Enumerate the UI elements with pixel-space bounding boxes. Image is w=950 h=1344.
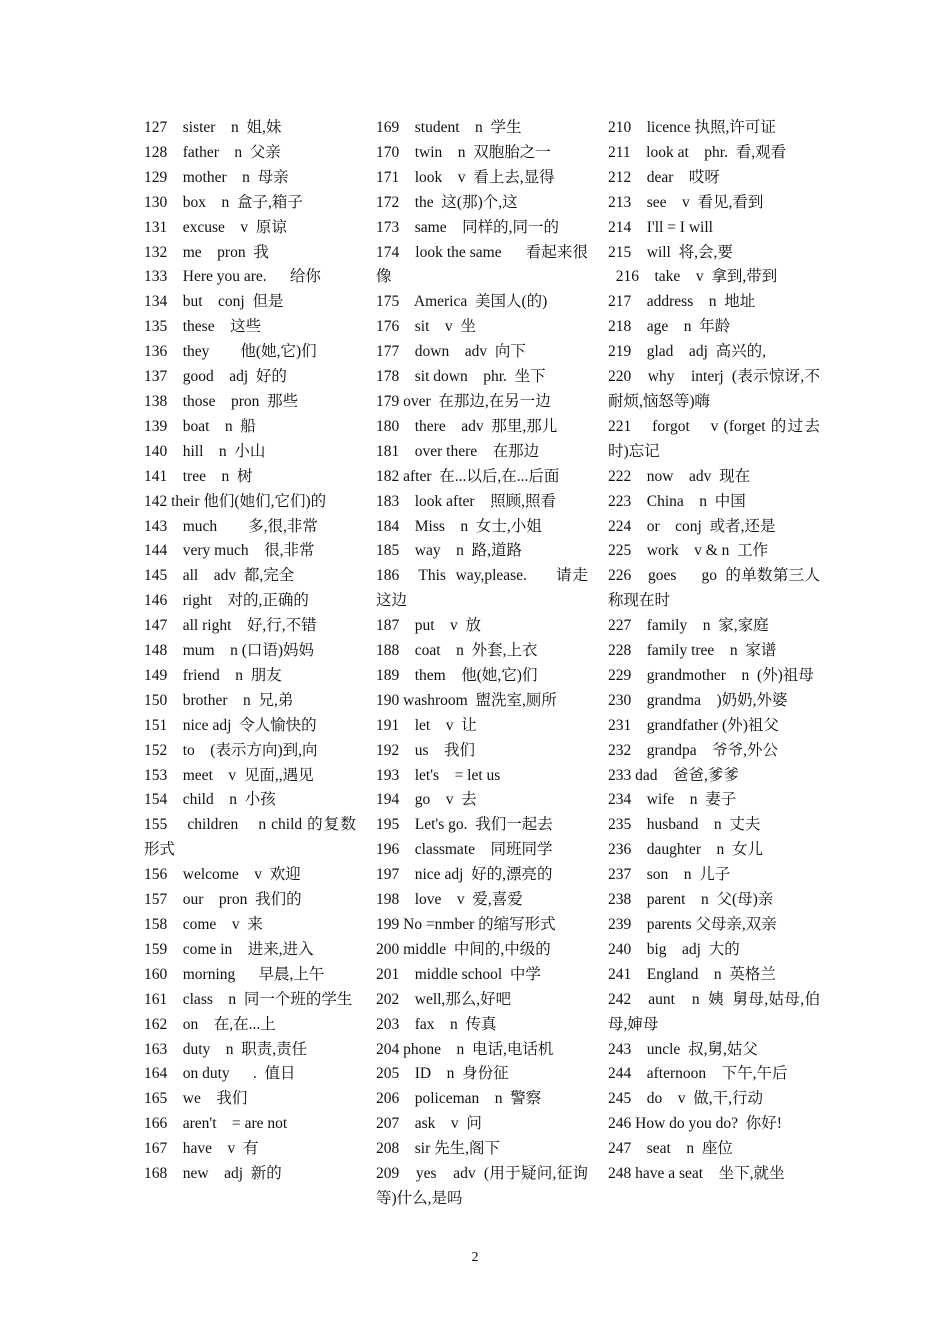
vocab-entry: 227 family n 家,家庭 [608, 617, 769, 635]
vocab-entry: 137 good adj 好的 [144, 368, 287, 386]
vocab-entry: 226 goes go 的单数第三人称现在时 [608, 567, 820, 610]
vocab-entry: 210 licence 执照,许可证 [608, 119, 776, 136]
vocab-column-1 [144, 116, 356, 1187]
vocab-entry: 230 grandma )奶奶,外婆 [608, 691, 788, 709]
vocab-entry: 240 big adj 大的 [608, 940, 740, 958]
vocab-entry: 217 address n 地址 [608, 293, 756, 311]
vocab-entry: 168 new adj 新的 [144, 1165, 282, 1183]
vocab-entry: 233 dad 爸爸,爹爹 [608, 766, 739, 784]
vocab-entry: 204 phone n 电话,电话机 [376, 1040, 554, 1058]
vocab-entry: 175 America 美国人(的) [376, 293, 548, 311]
vocab-entry: 239 parents 父母亲,双亲 [608, 916, 777, 933]
vocab-entry: 169 student n 学生 [376, 119, 522, 136]
vocab-entry: 143 much 多,很,非常 [144, 517, 318, 535]
vocab-entry: 218 age n 年龄 [608, 318, 731, 336]
vocab-entry: 244 afternoon 下午,午后 [608, 1065, 788, 1083]
vocab-entry: 160 morning 早晨,上午 [144, 965, 325, 983]
vocab-entry: 146 right 对的,正确的 [144, 592, 309, 610]
vocab-entry: 184 Miss n 女士,小姐 [376, 517, 542, 535]
vocab-entry: 236 daughter n 女儿 [608, 841, 763, 859]
vocab-entry: 195 Let's go. 我们一起去 [376, 816, 553, 834]
vocab-entry: 231 grandfather (外)祖父 [608, 716, 779, 734]
vocab-entry: 224 or conj 或者,还是 [608, 517, 776, 535]
vocab-entry: 238 parent n 父(母)亲 [608, 891, 774, 909]
vocab-entry: 196 classmate 同班同学 [376, 841, 553, 859]
vocab-entry: 133 Here you are. 给你 [144, 268, 321, 286]
vocab-entry: 187 put v 放 [376, 617, 482, 635]
vocab-entry: 161 class n 同一个班的学生 [144, 990, 353, 1008]
vocab-entry: 200 middle 中间的,中级的 [376, 940, 551, 958]
vocab-entry: 130 box n 盒子,箱子 [144, 193, 303, 211]
vocab-entry: 206 policeman n 警察 [376, 1090, 542, 1108]
vocab-entry: 213 see v 看见,看到 [608, 193, 764, 211]
vocab-entry: 228 family tree n 家谱 [608, 642, 777, 660]
vocab-entry: 151 nice adj 令人愉快的 [144, 716, 317, 734]
vocab-entry: 156 welcome v 欢迎 [144, 866, 301, 884]
vocab-entry: 234 wife n 妻子 [608, 791, 737, 809]
vocab-entry: 202 well,那么,好吧 [376, 990, 512, 1008]
vocab-entry: 155 children n child 的复数形式 [144, 816, 356, 859]
vocab-entry: 176 sit v 坐 [376, 318, 476, 336]
vocab-entry: 193 let's = let us [376, 766, 501, 784]
vocab-entry: 185 way n 路,道路 [376, 542, 522, 560]
vocab-entry: 174 look the same 看起来很像 [376, 243, 588, 286]
vocab-column-3 [608, 116, 820, 1187]
vocab-entry: 201 middle school 中学 [376, 965, 541, 983]
vocab-entry: 149 friend n 朋友 [144, 666, 282, 684]
vocab-entry: 207 ask v 问 [376, 1115, 482, 1133]
vocab-entry: 179 over 在那边,在另一边 [376, 392, 551, 410]
vocab-entry: 170 twin n 双胞胎之一 [376, 143, 551, 161]
vocab-entry: 212 dear 哎呀 [608, 168, 720, 186]
vocab-entry: 166 aren't = are not [144, 1115, 288, 1133]
vocab-entry: 192 us 我们 [376, 741, 476, 759]
vocab-entry: 139 boat n 船 [144, 417, 256, 435]
vocab-entry: 163 duty n 职责,责任 [144, 1040, 308, 1058]
vocab-entry: 159 come in 进来,进入 [144, 940, 314, 958]
vocab-entry: 140 hill n 小山 [144, 442, 266, 460]
vocab-entry: 157 our pron 我们的 [144, 891, 302, 909]
vocab-entry: 128 father n 父亲 [144, 143, 281, 161]
vocab-entry: 150 brother n 兄,弟 [144, 691, 294, 709]
page-number: 2 [471, 1250, 479, 1265]
vocab-entry: 209 yes adv (用于疑问,征询等)什么,是吗 [376, 1165, 588, 1207]
vocab-entry: 158 come v 来 [144, 916, 263, 933]
vocab-entry: 219 glad adj 高兴的, [608, 343, 766, 361]
vocab-entry: 138 those pron 那些 [144, 392, 299, 410]
vocab-entry: 164 on duty . 值日 [144, 1065, 296, 1083]
vocab-entry: 208 sir 先生,阁下 [376, 1140, 501, 1158]
vocab-entry: 242 aunt n 姨 舅母,姑母,伯母,婶母 [608, 990, 820, 1033]
vocab-entry: 135 these 这些 [144, 318, 262, 336]
vocab-entry: 243 uncle 叔,舅,姑父 [608, 1040, 758, 1058]
vocab-entry: 127 sister n 姐,妹 [144, 119, 282, 136]
vocab-entry: 197 nice adj 好的,漂亮的 [376, 866, 553, 884]
vocab-entry: 247 seat n 座位 [608, 1140, 733, 1158]
vocab-column-2 [376, 116, 588, 1212]
vocab-entry: 225 work v & n 工作 [608, 542, 769, 560]
vocab-entry: 167 have v 有 [144, 1140, 259, 1158]
vocab-entry: 199 No =nmber 的缩写形式 [376, 916, 556, 933]
vocab-entry: 172 the 这(那)个,这 [376, 193, 518, 211]
vocab-entry: 177 down adv 向下 [376, 343, 526, 361]
vocab-entry: 221 forgot v (forget 的过去时)忘记 [608, 417, 820, 460]
vocab-entry: 131 excuse v 原谅 [144, 218, 287, 236]
vocab-entry: 232 grandpa 爷爷,外公 [608, 741, 779, 759]
vocab-entry: 136 they 他(她,它)们 [144, 343, 317, 361]
vocab-entry: 205 ID n 身份征 [376, 1065, 509, 1083]
vocab-entry: 246 How do you do? 你好! [608, 1115, 782, 1133]
vocab-entry: 171 look v 看上去,显得 [376, 168, 555, 186]
vocab-entry: 153 meet v 见面,,遇见 [144, 766, 314, 784]
vocab-entry: 222 now adv 现在 [608, 467, 751, 485]
vocab-entry: 183 look after 照顾,照看 [376, 492, 556, 510]
vocab-entry: 154 child n 小孩 [144, 791, 276, 809]
vocab-entry: 173 same 同样的,同一的 [376, 218, 559, 236]
vocab-entry: 215 will 将,会,要 [608, 243, 733, 261]
vocab-entry: 188 coat n 外套,上衣 [376, 642, 538, 660]
vocab-entry: 235 husband n 丈夫 [608, 816, 761, 834]
vocab-entry: 190 washroom 盥洗室,厕所 [376, 691, 557, 709]
vocab-entry: 182 after 在...以后,在...后面 [376, 467, 560, 485]
vocab-entry: 214 I'll = I will [608, 218, 713, 236]
vocab-entry: 147 all right 好,行,不错 [144, 617, 317, 635]
vocab-entry: 162 on 在,在...上 [144, 1015, 276, 1033]
vocab-entry: 216 take v 拿到,带到 [608, 268, 778, 286]
vocab-entry: 220 why interj (表示惊讶,不耐烦,恼怒等)嗨 [608, 368, 820, 410]
vocab-entry: 186 This way,please. 请走这边 [376, 567, 588, 610]
vocab-entry: 165 we 我们 [144, 1090, 248, 1108]
vocab-entry: 178 sit down phr. 坐下 [376, 368, 546, 386]
vocab-entry: 191 let v 让 [376, 716, 477, 734]
vocab-entry: 181 over there 在那边 [376, 442, 540, 460]
vocab-entry: 129 mother n 母亲 [144, 168, 289, 186]
vocab-entry: 144 very much 很,非常 [144, 542, 315, 560]
vocab-entry: 198 love v 爱,喜爱 [376, 891, 523, 909]
vocab-entry: 180 there adv 那里,那儿 [376, 417, 558, 435]
vocab-entry: 223 China n 中国 [608, 492, 746, 510]
vocab-entry: 152 to (表示方向)到,向 [144, 741, 318, 759]
vocab-entry: 248 have a seat 坐下,就坐 [608, 1165, 785, 1183]
vocab-entry: 142 their 他们(她们,它们)的 [144, 492, 327, 510]
vocab-entry: 194 go v 去 [376, 791, 477, 809]
vocab-entry: 237 son n 儿子 [608, 866, 731, 884]
vocab-entry: 189 them 他(她,它)们 [376, 666, 538, 684]
vocab-entry: 141 tree n 树 [144, 467, 253, 485]
vocab-entry: 211 look at phr. 看,观看 [608, 143, 787, 161]
vocab-entry: 132 me pron 我 [144, 243, 269, 261]
vocab-entry: 148 mum n (口语)妈妈 [144, 642, 315, 660]
vocab-entry: 245 do v 做,干,行动 [608, 1090, 764, 1108]
vocab-entry: 134 but conj 但是 [144, 293, 284, 311]
vocab-entry: 145 all adv 都,完全 [144, 567, 295, 585]
vocab-entry: 229 grandmother n (外)祖母 [608, 666, 814, 684]
vocab-entry: 203 fax n 传真 [376, 1015, 497, 1033]
vocab-entry: 241 England n 英格兰 [608, 965, 776, 983]
